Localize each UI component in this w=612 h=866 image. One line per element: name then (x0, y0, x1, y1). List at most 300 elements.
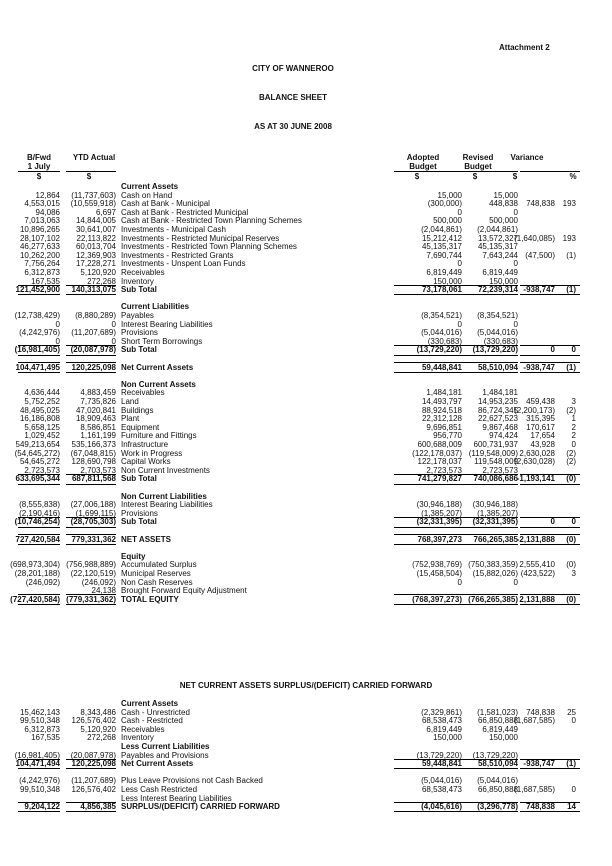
total-rule (66, 604, 116, 605)
total-row (0, 517, 612, 526)
ytd-value: (10,559,918) (70, 199, 116, 209)
ytd-value: (11,737,603) (71, 190, 116, 200)
bfwd-value: (698,973,304) (10, 560, 60, 570)
total-rule (66, 544, 116, 545)
line-label: Furniture and Fittings (121, 431, 197, 441)
bfwd-value: (246,092) (25, 577, 60, 587)
bfwd-value: 7,013,063 (24, 216, 60, 226)
revised-value: (119,548,009) (468, 448, 518, 458)
date-title: AS AT 30 JUNE 2008 (254, 122, 332, 131)
variance-value: -938,747 (523, 759, 555, 769)
bfwd-value: (10,746,254) (14, 517, 60, 527)
variance-value: (1,687,585) (514, 785, 555, 794)
total-rule (520, 294, 580, 295)
variance-pct: (2) (566, 448, 576, 458)
revised-value: 0 (513, 207, 518, 217)
total-row (0, 595, 612, 604)
ytd-value: 128,690,798 (71, 457, 116, 467)
variance-pct: 3 (571, 397, 576, 406)
line-label: Brought Forward Equity Adjustment (121, 586, 247, 596)
total-rule (460, 474, 518, 475)
revised-value: (766,265,385) (468, 594, 518, 604)
revised-value: 500,000 (489, 216, 518, 226)
line-label: Capital Works (121, 457, 171, 467)
revised-value: 150,000 (489, 733, 518, 743)
variance-value: -2,131,888 (516, 534, 555, 544)
variance-pct: 0 (571, 345, 576, 355)
total-rule (66, 285, 116, 286)
total-row (0, 474, 612, 483)
line-label: Investments - Restricted Grants (121, 250, 234, 260)
header-percent: % (569, 172, 577, 181)
variance-value: (47,500) (525, 250, 555, 260)
adopted-value: 7,690,744 (426, 250, 462, 260)
ytd-value: 687,811,568 (71, 474, 116, 484)
bfwd-value: (54,645,272) (14, 448, 60, 458)
ytd-value: 60,013,704 (75, 242, 116, 252)
bfwd-value: 1,029,452 (24, 431, 60, 441)
variance-value: 170,617 (526, 422, 555, 432)
total-rule (520, 604, 580, 605)
adopted-value: 73,178,061 (421, 285, 462, 295)
revised-value: (8,354,521) (477, 311, 518, 320)
adopted-value: 600,688,009 (417, 440, 462, 449)
variance-value: -1,193,141 (516, 474, 555, 484)
adopted-value: 59,448,841 (421, 759, 462, 769)
line-label: Cash at Bank - Restricted Municipal (121, 207, 249, 217)
ytd-value: 0 (111, 319, 116, 329)
bfwd-value: (16,981,405) (14, 750, 60, 760)
total-rule (394, 517, 462, 518)
total-rule (18, 362, 60, 363)
ytd-value: 2,703,573 (80, 465, 116, 475)
variance-value: 315,395 (526, 414, 555, 424)
attachment-label: Attachment 2 (499, 43, 550, 52)
total-row (0, 363, 612, 372)
total-rule (66, 294, 116, 295)
ytd-value: 22,113,822 (76, 233, 116, 243)
ytd-value: 779,331,362 (71, 534, 116, 544)
variance-pct: 3 (571, 569, 576, 578)
ytd-value: 1,161,199 (80, 431, 116, 441)
variance-pct: (1) (566, 362, 576, 372)
revised-value: 119,548,009 (474, 457, 518, 467)
adopted-value: (2,329,861) (421, 707, 462, 717)
ytd-value: 535,166,373 (71, 440, 116, 449)
variance-value: -938,747 (523, 362, 555, 372)
adopted-value: (5,044,016) (421, 328, 462, 338)
revised-value: 740,086,686 (473, 474, 518, 484)
line-label: Sub Total (121, 285, 157, 295)
line-label: Sub Total (121, 517, 157, 527)
revised-value: 15,000 (493, 190, 518, 200)
bfwd-value: 48,495,025 (19, 405, 60, 415)
revised-value: (30,946,188) (472, 500, 518, 510)
revised-value: 9,867,468 (482, 422, 518, 432)
total-rule (394, 345, 462, 346)
total-rule (66, 527, 116, 528)
bfwd-value: 54,645,272 (19, 457, 60, 467)
adopted-value: (13,729,220) (416, 750, 462, 760)
adopted-value: (8,354,521) (421, 311, 462, 320)
adopted-value: (752,938,769) (412, 560, 462, 570)
variance-pct: 2 (571, 422, 576, 432)
total-rule (66, 517, 116, 518)
line-label: Land (121, 397, 139, 406)
total-rule (460, 811, 518, 812)
adopted-value: (5,044,016) (421, 776, 462, 786)
bfwd-value: 15,462,143 (19, 707, 60, 717)
adopted-value: 0 (457, 207, 462, 217)
variance-pct: 25 (567, 707, 576, 717)
total-rule (18, 811, 60, 812)
total-rule (18, 372, 60, 373)
ytd-value: 140,313,075 (71, 285, 116, 295)
line-label: Infrastructure (121, 440, 169, 449)
document-title: BALANCE SHEET (258, 93, 327, 102)
revised-value: 22,627,523 (477, 414, 518, 424)
total-rule (460, 372, 518, 373)
bfwd-value: 4,553,015 (24, 199, 60, 209)
total-rule (66, 362, 116, 363)
total-rule (66, 534, 116, 535)
ytd-value: 5,120,920 (80, 724, 116, 734)
adopted-value: 68,538,473 (421, 716, 462, 726)
variance-pct: 0 (571, 785, 576, 794)
ytd-value: 120,225,098 (71, 362, 116, 372)
total-rule (18, 285, 60, 286)
line-label: Plus Leave Provisions not Cash Backed (121, 776, 263, 786)
line-label: Equity (121, 551, 146, 561)
adopted-value: (300,000) (427, 199, 462, 209)
line-label: Plant (121, 414, 140, 424)
line-label: Non Current Assets (121, 379, 196, 389)
total-row (0, 345, 612, 354)
total-rule (66, 759, 116, 760)
total-rule (460, 768, 518, 769)
revised-value: 58,510,094 (477, 362, 518, 372)
revised-value: 66,850,888 (477, 716, 518, 726)
bfwd-value: 4,636,444 (24, 388, 60, 398)
header-dollar: $ (414, 172, 420, 181)
line-label: Sub Total (121, 474, 157, 484)
line-label: Cash - Unrestricted (121, 707, 190, 717)
ytd-value: 12,369,903 (75, 250, 116, 260)
bfwd-value: 12,864 (35, 190, 60, 200)
adopted-value: 768,397,273 (417, 534, 462, 544)
revised-value: 448,838 (489, 199, 518, 209)
adopted-value: (30,946,188) (416, 500, 462, 510)
variance-value: 748,838 (526, 707, 555, 717)
adopted-value: (122,178,037) (412, 448, 462, 458)
ytd-value: 126,576,402 (71, 785, 116, 794)
total-rule (18, 517, 60, 518)
total-row (0, 802, 612, 811)
line-label: Investments - Unspent Loan Funds (121, 259, 246, 269)
adopted-value: 500,000 (433, 216, 462, 226)
line-label: Net Current Assets (121, 362, 194, 372)
revised-value: 72,239,314 (477, 285, 518, 295)
ytd-value: 8,586,851 (80, 422, 116, 432)
line-label: TOTAL EQUITY (121, 594, 179, 604)
revised-value: 6,819,449 (482, 268, 518, 277)
line-label: Less Cash Restricted (121, 785, 198, 794)
revised-value: 13,572,327 (477, 233, 518, 243)
bfwd-value: 5,658,125 (24, 422, 60, 432)
line-label: Receivables (121, 388, 165, 398)
variance-pct: 0 (571, 517, 576, 527)
total-rule (18, 484, 60, 485)
header-dollar: $ (86, 172, 92, 181)
bfwd-value: 633,695,344 (15, 474, 60, 484)
adopted-value: 0 (457, 319, 462, 329)
ytd-value: (756,988,889) (66, 560, 116, 570)
total-rule (394, 594, 462, 595)
total-rule (394, 355, 462, 356)
ytd-value: (1,699,115) (75, 508, 116, 518)
line-label: Sub Total (121, 345, 157, 355)
header-adopted-budget: Adopted Budget (406, 153, 440, 171)
adopted-value: 68,538,473 (421, 785, 462, 794)
revised-value: 600,731,937 (473, 440, 518, 449)
bfwd-value: 0 (55, 319, 60, 329)
bfwd-value: 10,262,200 (19, 250, 60, 260)
revised-value: 66,850,888 (477, 785, 518, 794)
revised-value: 6,819,449 (482, 724, 518, 734)
total-rule (18, 534, 60, 535)
bfwd-value: (4,242,976) (19, 776, 60, 786)
total-rule (520, 594, 580, 595)
bfwd-value: 5,752,252 (24, 397, 60, 406)
revised-value: (13,729,220) (472, 345, 518, 355)
ytd-value: (20,087,978) (70, 750, 116, 760)
revised-value: (1,581,023) (477, 707, 518, 717)
variance-value: (1,687,585) (514, 716, 555, 726)
line-label: Provisions (121, 328, 158, 338)
line-label: Investments - Restricted Municipal Reserves (121, 233, 280, 243)
variance-pct: 2 (571, 431, 576, 441)
line-label: Accumulated Surplus (121, 560, 197, 570)
total-rule (394, 811, 462, 812)
line-label: Buildings (121, 405, 154, 415)
adopted-value: 0 (457, 259, 462, 269)
total-rule (66, 474, 116, 475)
total-rule (460, 294, 518, 295)
adopted-value: 956,770 (433, 431, 462, 441)
ytd-value: 14,844,005 (75, 216, 116, 226)
revised-value: (32,331,395) (472, 517, 518, 527)
line-label: Cash on Hand (121, 190, 173, 200)
header-ytd-actual: YTD Actual (72, 153, 116, 162)
line-label: Non Current Investments (121, 465, 210, 475)
adopted-value: 150,000 (433, 733, 462, 743)
ytd-value: 5,120,920 (80, 268, 116, 277)
line-label: NET ASSETS (121, 534, 171, 544)
line-label: Non Current Liabilities (121, 491, 207, 501)
total-rule (394, 802, 462, 803)
total-rule (18, 294, 60, 295)
bfwd-value: 167,535 (31, 733, 60, 743)
header-dollar: $ (512, 172, 518, 181)
total-rule (460, 345, 518, 346)
ytd-value: 18,909,463 (75, 414, 116, 424)
line-label: Municipal Reserves (121, 569, 191, 578)
variance-value: 2,630,028 (519, 448, 555, 458)
adopted-value: 122,178,037 (417, 457, 462, 467)
total-rule (520, 517, 580, 518)
line-label: Cash - Restricted (121, 716, 183, 726)
variance-pct: 193 (562, 199, 576, 209)
adopted-value: 9,696,851 (426, 422, 462, 432)
variance-value: (2,630,028) (514, 457, 555, 467)
revised-value: (5,044,016) (477, 328, 518, 338)
line-label: Equipment (121, 422, 160, 432)
revised-value: 58,510,094 (477, 759, 518, 769)
ytd-value: 120,225,098 (71, 759, 116, 769)
total-rule (66, 372, 116, 373)
variance-value: (2,200,173) (514, 405, 555, 415)
bfwd-value: 167,535 (31, 276, 60, 286)
variance-pct: (1) (566, 250, 576, 260)
bfwd-value: 549,213,654 (15, 440, 60, 449)
line-label: Interest Bearing Liabilities (121, 500, 213, 510)
variance-value: 2,131,888 (519, 594, 555, 604)
bfwd-value: (4,242,976) (19, 328, 60, 338)
total-rule (460, 802, 518, 803)
variance-pct: 1 (571, 414, 576, 424)
total-rule (520, 362, 580, 363)
adopted-value: 15,000 (437, 190, 462, 200)
total-rule (18, 345, 60, 346)
bfwd-value: 6,312,873 (24, 724, 60, 734)
revised-value: (3,296,778) (477, 802, 518, 812)
adopted-value: 0 (457, 577, 462, 587)
ytd-value: 126,576,402 (71, 716, 116, 726)
total-rule (520, 372, 580, 373)
revised-value: 0 (513, 259, 518, 269)
line-label: Interest Bearing Liabilities (121, 319, 213, 329)
total-rule (66, 345, 116, 346)
adopted-value: 6,819,449 (426, 724, 462, 734)
bfwd-value: 99,510,348 (19, 716, 60, 726)
total-rule (520, 811, 580, 812)
variance-value: 17,654 (530, 431, 555, 441)
line-label: Work in Progress (121, 448, 183, 458)
adopted-value: (13,729,220) (416, 345, 462, 355)
total-rule (18, 604, 60, 605)
adopted-value: 741,279,827 (417, 474, 462, 484)
header-bfwd: B/Fwd 1 July (27, 153, 51, 171)
revised-value: (1,385,207) (477, 508, 518, 518)
revised-value: (2,044,861) (477, 225, 518, 234)
ytd-value: (11,207,689) (71, 328, 116, 338)
adopted-value: 1,484,181 (426, 388, 462, 398)
total-rule (460, 759, 518, 760)
total-rule (394, 294, 462, 295)
revised-value: 45,135,317 (477, 242, 518, 252)
section2-title: NET CURRENT ASSETS SURPLUS/(DEFICIT) CARRIED FORWARD (179, 681, 433, 690)
total-rule (66, 802, 116, 803)
total-rule (460, 362, 518, 363)
line-label: Receivables (121, 268, 165, 277)
line-label: SURPLUS/(DEFICIT) CARRIED FORWARD (121, 802, 280, 812)
header-dollar: $ (36, 172, 42, 181)
line-label: Net Current Assets (121, 759, 194, 769)
bfwd-value: 28,107,102 (19, 233, 60, 243)
total-rule (394, 372, 462, 373)
variance-pct: (1) (566, 285, 576, 295)
variance-pct: (1) (566, 759, 576, 769)
total-rule (18, 527, 60, 528)
total-rule (520, 544, 580, 545)
line-label: Non Cash Reserves (121, 577, 193, 587)
line-label: Current Assets (121, 699, 179, 708)
bfwd-value: 104,471,494 (15, 759, 60, 769)
adopted-value: 2,723,573 (426, 465, 462, 475)
line-label: Cash at Bank - Restricted Town Planning Schemes (121, 216, 302, 226)
revised-value: 86,724,345 (477, 405, 518, 415)
variance-pct: (2) (566, 457, 576, 467)
total-rule (460, 594, 518, 595)
total-rule (18, 759, 60, 760)
ytd-value: (246,092) (81, 577, 116, 587)
adopted-value: (768,397,273) (412, 594, 462, 604)
bfwd-value: 16,186,808 (19, 414, 60, 424)
total-rule (18, 355, 60, 356)
line-label: Inventory (121, 733, 154, 743)
variance-value: (423,522) (520, 569, 555, 578)
adopted-value: 15,212,412 (421, 233, 462, 243)
adopted-value: (2,044,861) (421, 225, 462, 234)
total-row (0, 759, 612, 768)
ytd-value: (28,705,303) (70, 517, 116, 527)
total-rule (460, 604, 518, 605)
ytd-value: 6,697 (95, 207, 116, 217)
total-rule (18, 544, 60, 545)
variance-pct: (0) (566, 474, 576, 484)
bfwd-value: 9,204,122 (24, 802, 60, 812)
variance-value: 0 (550, 345, 555, 355)
revised-value: 0 (513, 577, 518, 587)
header-revised-budget: Revised Budget (462, 153, 494, 171)
adopted-value: (330,683) (427, 336, 462, 346)
line-label: Payables and Provisions (121, 750, 209, 760)
total-rule (520, 474, 580, 475)
variance-pct: (0) (566, 594, 576, 604)
total-rule (66, 355, 116, 356)
total-rule (460, 544, 518, 545)
total-rule (394, 534, 462, 535)
total-rule (66, 768, 116, 769)
total-rule (394, 474, 462, 475)
bfwd-value: (28,201,188) (14, 569, 60, 578)
adopted-value: 150,000 (433, 276, 462, 286)
ytd-value: 8,343,486 (80, 707, 116, 717)
revised-value: 0 (513, 319, 518, 329)
variance-value: 43,928 (530, 440, 555, 449)
adopted-value: (4,045,616) (421, 802, 462, 812)
variance-value: 748,838 (526, 802, 555, 812)
total-rule (394, 362, 462, 363)
revised-value: (13,729,220) (472, 750, 518, 760)
line-label: Inventory (121, 276, 154, 286)
bfwd-value: 7,756,264 (24, 259, 60, 269)
total-row (0, 285, 612, 294)
variance-pct: (0) (566, 534, 576, 544)
ytd-value: 30,641,007 (75, 225, 116, 234)
line-label: Payables (121, 311, 154, 320)
ytd-value: 24,138 (91, 586, 116, 596)
